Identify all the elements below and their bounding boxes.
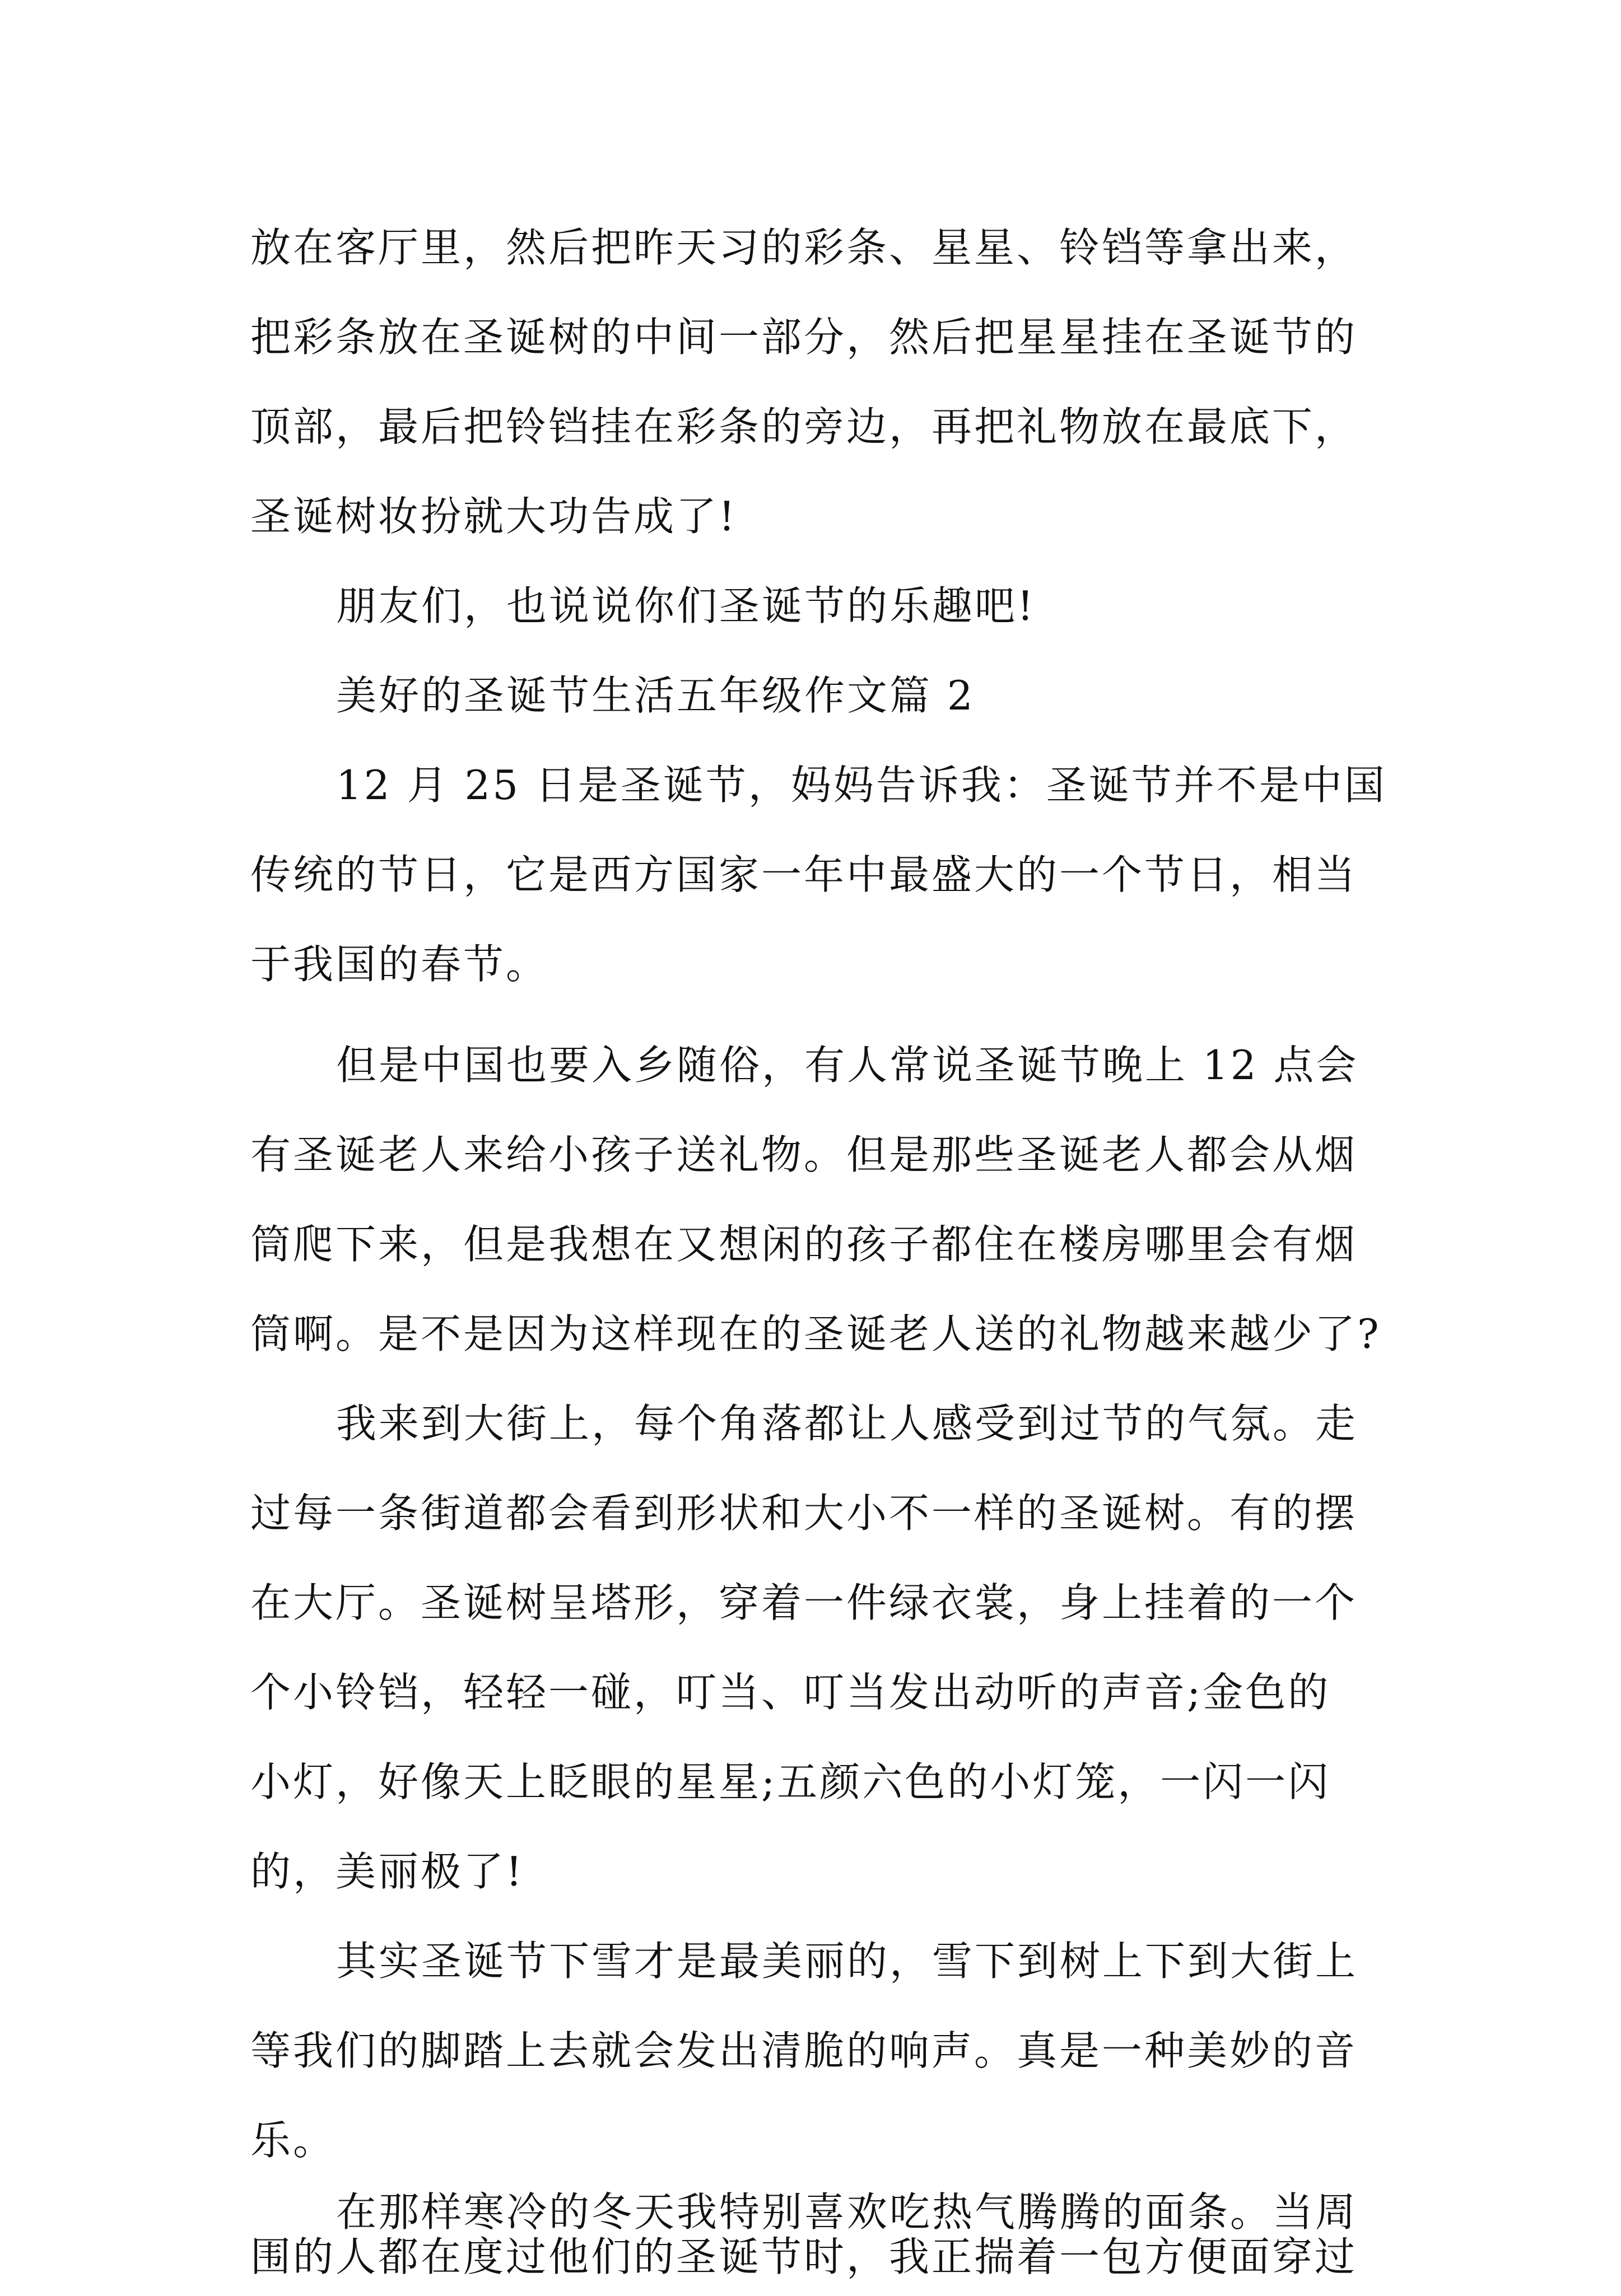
text-line: 12 月 25 日是圣诞节，妈妈告诉我：圣诞节并不是中国: [336, 762, 1387, 809]
text-line: 顶部，最后把铃铛挂在彩条的旁边，再把礼物放在最底下，: [250, 403, 1358, 450]
text-line: 在那样寒冷的冬天我特别喜欢吃热气腾腾的面条。当周: [336, 2188, 1358, 2236]
text-line: 把彩条放在圣诞树的中间一部分，然后把星星挂在圣诞节的: [250, 314, 1358, 361]
text-line: 过每一条街道都会看到形状和大小不一样的圣诞树。有的摆: [250, 1490, 1358, 1537]
text-line: 朋友们，也说说你们圣诞节的乐趣吧!: [336, 582, 1036, 629]
text-line: 小灯，好像天上眨眼的星星;五颜六色的小灯笼，一闪一闪: [250, 1758, 1331, 1805]
text-line: 筒啊。是不是因为这样现在的圣诞老人送的礼物越来越少了?: [250, 1310, 1381, 1357]
text-line: 但是中国也要入乡随俗，有人常说圣诞节晚上 12 点会: [336, 1042, 1359, 1089]
text-line: 在大厅。圣诞树呈塔形，穿着一件绿衣裳，身上挂着的一个: [250, 1579, 1358, 1626]
text-line: 个小铃铛，轻轻一碰，叮当、叮当发出动听的声音;金色的: [250, 1669, 1331, 1716]
text-line: 其实圣诞节下雪才是最美丽的，雪下到树上下到大街上: [336, 1938, 1358, 1985]
text-line: 等我们的脚踏上去就会发出清脆的响声。真是一种美妙的音: [250, 2027, 1358, 2074]
text-line: 的，美丽极了!: [250, 1848, 524, 1895]
text-line: 我来到大街上，每个角落都让人感受到过节的气氛。走: [336, 1400, 1358, 1447]
section-heading: 美好的圣诞节生活五年级作文篇 2: [336, 672, 975, 719]
text-line: 围的人都在度过他们的圣诞节时，我正揣着一包方便面穿过: [250, 2233, 1358, 2280]
text-line: 圣诞树妆扮就大功告成了!: [250, 493, 737, 540]
text-line: 乐。: [250, 2117, 336, 2164]
text-line: 有圣诞老人来给小孩子送礼物。但是那些圣诞老人都会从烟: [250, 1131, 1358, 1178]
text-line: 筒爬下来，但是我想在又想闲的孩子都住在楼房哪里会有烟: [250, 1221, 1358, 1268]
text-line: 放在客厅里，然后把昨天习的彩条、星星、铃铛等拿出来，: [250, 224, 1358, 271]
text-line: 于我国的春节。: [250, 941, 549, 988]
text-line: 传统的节日，它是西方国家一年中最盛大的一个节日，相当: [250, 851, 1358, 898]
